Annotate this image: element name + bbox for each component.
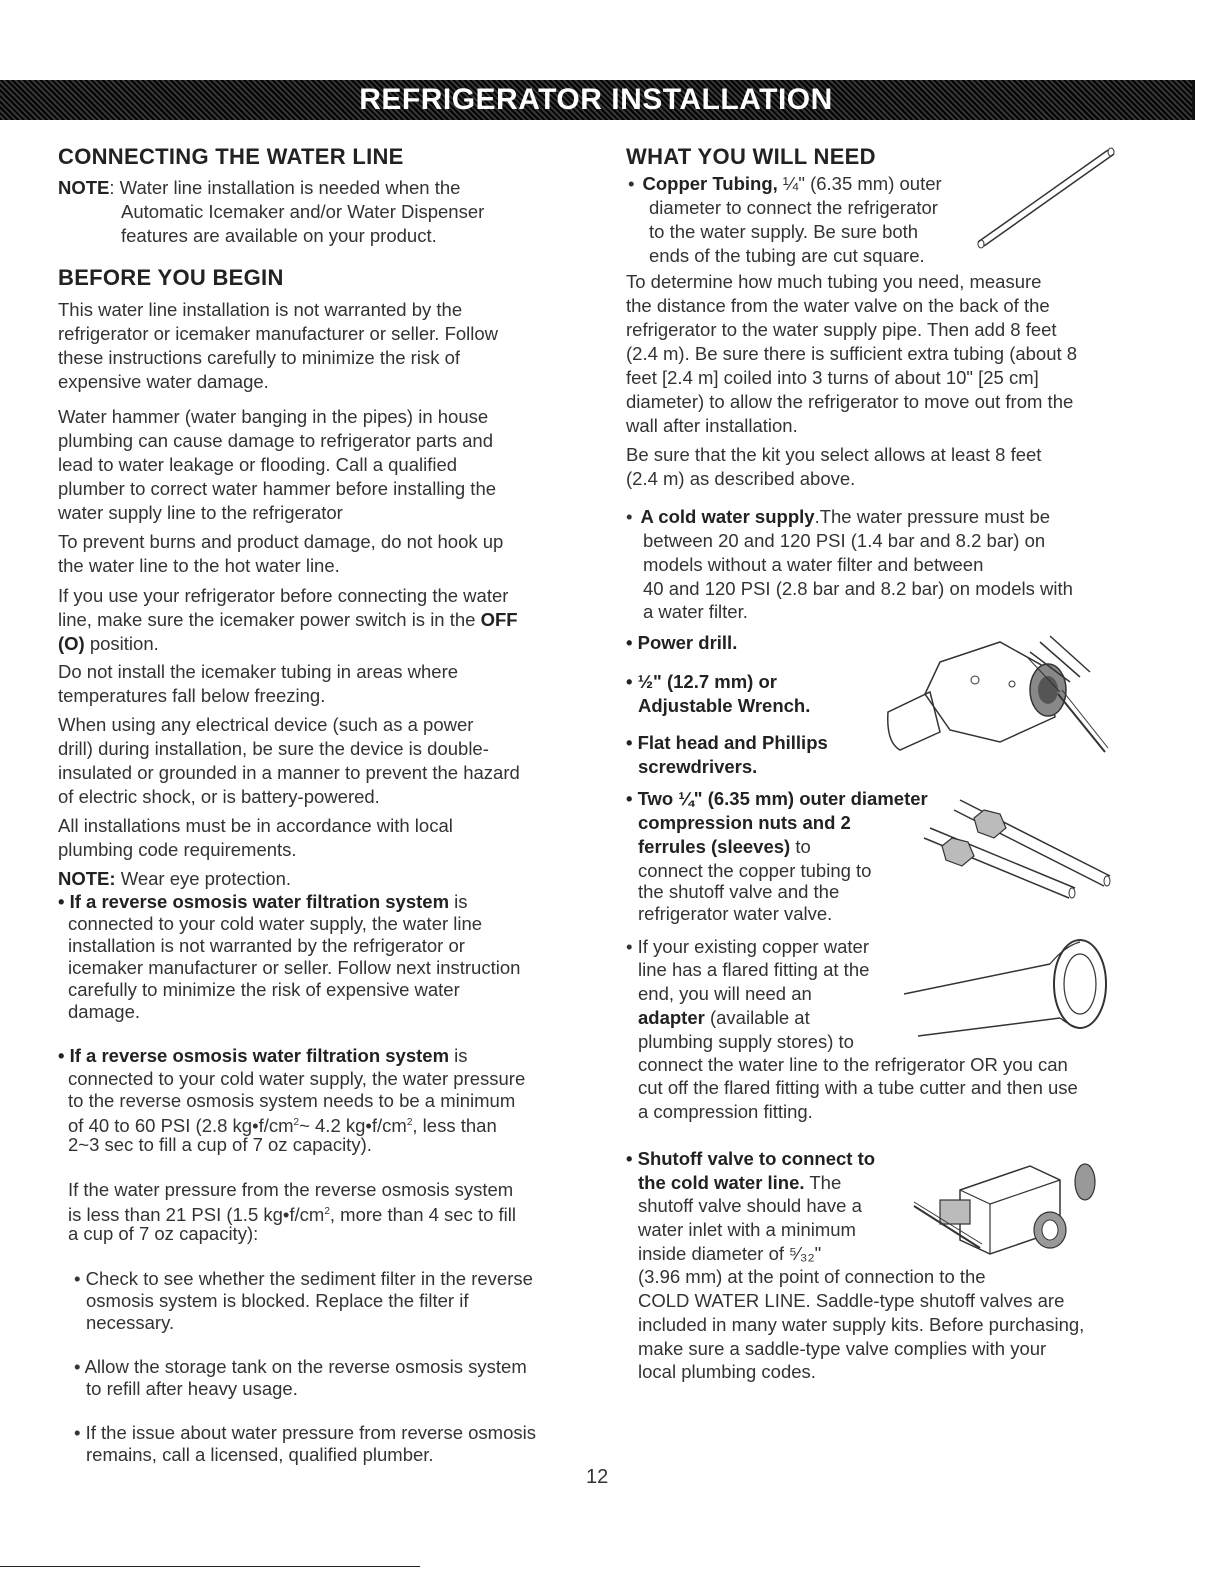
adapter-line-7: cut off the flared fitting with a tube cutter and then use (638, 1077, 1078, 1098)
check-2-line-1: • Allow the storage tank on the reverse osmosis system (74, 1356, 527, 1377)
section-title: REFRIGERATOR INSTALLATION (359, 83, 833, 116)
text-span: is (449, 1045, 468, 1066)
compression-nuts-illustration (900, 788, 1120, 908)
para-burns-2: the water line to the hot water line. (58, 555, 340, 576)
ro-2-line-3: to the reverse osmosis system needs to be a minimum (68, 1090, 516, 1111)
shutoff-line-1: • Shutoff valve to connect to (626, 1148, 876, 1169)
text-span: , less than (412, 1115, 497, 1137)
check-1-line-3: necessary. (86, 1312, 175, 1333)
text-span: , more than 4 sec to fill (329, 1204, 517, 1226)
shutoff-line-10: local plumbing codes. (638, 1361, 816, 1382)
shutoff-line-6: (3.96 mm) at the point of connection to the (638, 1266, 986, 1287)
heading-before-you-begin: BEFORE YOU BEGIN (58, 265, 284, 290)
superscript: 2 (324, 1206, 330, 1217)
wrench-line-2: Adjustable Wrench. (638, 695, 811, 716)
o-label: (O) (58, 633, 85, 654)
para-electrical-3: insulated or grounded in a manner to prevent the hazard (58, 762, 520, 783)
para-low-pressure-3: a cup of 7 oz capacity): (68, 1223, 259, 1244)
page-number: 12 (586, 1466, 609, 1488)
cold-water-line-3: models without a water filter and between (643, 554, 984, 575)
check-3-line-1: • If the issue about water pressure from reverse osmosis (74, 1422, 536, 1443)
para-before-connect-1: If you use your refrigerator before connecting the water (58, 585, 509, 606)
para-water-hammer-1: Water hammer (water banging in the pipes) in house (58, 406, 489, 427)
para-freezing-2: temperatures fall below freezing. (58, 685, 326, 706)
off-label: OFF (480, 609, 518, 630)
note-label: NOTE (58, 177, 110, 198)
text-span: ¼" (6.35 mm) outer (777, 173, 942, 194)
para-before-connect-3 (58, 632, 159, 656)
text-span: The (804, 1172, 842, 1193)
wrench-line-1: • ½" (12.7 mm) or (626, 671, 777, 692)
para-burns-1: To prevent burns and product damage, do not hook up (58, 531, 504, 552)
tubing-para-6: diameter) to allow the refrigerator to move out from the (626, 391, 1074, 412)
power-drill-icon (880, 622, 1110, 782)
para-water-hammer-5: water supply line to the refrigerator (58, 502, 343, 523)
para-water-hammer-4: plumber to correct water hammer before installing the (58, 478, 497, 499)
para-warranty-4: expensive water damage. (58, 371, 269, 392)
copper-tubing-line-4: ends of the tubing are cut square. (649, 245, 925, 266)
adapter-line-4 (638, 1006, 810, 1030)
section-banner (0, 80, 1195, 120)
para-water-hammer-2: plumbing can cause damage to refrigerator parts and (58, 430, 494, 451)
shutoff-line-7: COLD WATER LINE. Saddle-type shutoff valves are (638, 1290, 1065, 1311)
note-2 (58, 867, 291, 891)
check-2-line-2: to refill after heavy usage. (86, 1378, 298, 1399)
para-electrical-2: drill) during installation, be sure the device is double- (58, 738, 489, 759)
nuts-line-2: compression nuts and 2 (638, 812, 851, 833)
kit-para-1: Be sure that the kit you select allows at least 8 feet (626, 444, 1042, 465)
text-span: (available at (704, 1007, 810, 1028)
check-1-line-1: • Check to see whether the sediment filter in the reverse (74, 1268, 533, 1289)
para-local-code-2: plumbing code requirements. (58, 839, 297, 860)
text-span: line, make sure the icemaker power switch is in the (58, 609, 481, 630)
ro-1-line-3: installation is not warranted by the refrigerator or (68, 935, 465, 956)
cold-water-line-label: the cold water line. (638, 1172, 805, 1193)
heading-connecting-water-line: CONNECTING THE WATER LINE (58, 144, 404, 169)
superscript: 2 (293, 1117, 300, 1128)
ro-1-line-4: icemaker manufacturer or seller. Follow next instruction (68, 957, 521, 978)
check-3-line-2: remains, call a licensed, qualified plumber. (86, 1444, 434, 1465)
cold-water-line-4: 40 and 120 PSI (2.8 bar and 8.2 bar) on models with (643, 578, 1073, 599)
ro-2-line-1 (58, 1044, 468, 1068)
text-span: is (449, 891, 468, 912)
kit-para-2: (2.4 m) as described above. (626, 468, 856, 489)
shutoff-line-2 (638, 1171, 841, 1195)
nuts-line-6: refrigerator water valve. (638, 903, 833, 924)
note-label: NOTE: (58, 868, 116, 889)
cold-water-line-1 (626, 505, 1050, 529)
heading-what-you-will-need: WHAT YOU WILL NEED (626, 144, 876, 169)
para-low-pressure-1: If the water pressure from the reverse osmosis system (68, 1179, 514, 1200)
shutoff-line-4: water inlet with a minimum (638, 1219, 856, 1240)
ro-1-line-2: connected to your cold water supply, the water line (68, 913, 483, 934)
adapter-label: adapter (638, 1007, 705, 1028)
tubing-para-1: To determine how much tubing you need, measure (626, 271, 1042, 292)
cold-water-label: A cold water supply (640, 506, 815, 527)
text-span: ~ 4.2 kg•f/cm (299, 1115, 407, 1137)
para-electrical-4: of electric shock, or is battery-powered. (58, 786, 380, 807)
shutoff-line-9: make sure a saddle-type valve complies with your (638, 1338, 1047, 1359)
copper-tubing-illustration (970, 140, 1120, 250)
para-local-code-1: All installations must be in accordance with local (58, 815, 453, 836)
power-drill-item: • Power drill. (626, 632, 738, 653)
tubing-para-2: the distance from the water valve on the back of the (626, 295, 1050, 316)
cold-water-line-2: between 20 and 120 PSI (1.4 bar and 8.2 bar) on (643, 530, 1046, 551)
flared-fitting-illustration (900, 938, 1120, 1048)
nuts-line-1: • Two ¼" (6.35 mm) outer diameter (626, 788, 928, 809)
adapter-line-2: line has a flared fitting at the (638, 959, 870, 980)
note-1 (58, 176, 460, 200)
para-warranty-3: these instructions carefully to minimize the risk of (58, 347, 461, 368)
text-span: of 40 to 60 PSI (2.8 kg•f/cm (68, 1115, 294, 1137)
adapter-line-6: connect the water line to the refrigerator OR you can (638, 1054, 1068, 1075)
screwdrivers-line-1: • Flat head and Phillips (626, 732, 828, 753)
para-warranty-1: This water line installation is not warranted by the (58, 299, 463, 320)
ro-1-line-1 (58, 890, 468, 914)
tubing-para-4: (2.4 m). Be sure there is sufficient extra tubing (about 8 (626, 343, 1078, 364)
bullet-dot: • (628, 173, 635, 194)
check-1-line-2: osmosis system is blocked. Replace the filter if (86, 1290, 469, 1311)
tubing-para-7: wall after installation. (626, 415, 798, 436)
shutoff-valve-illustration (910, 1160, 1100, 1260)
cold-water-line-5: a water filter. (643, 601, 748, 622)
copper-tubing-line-1 (628, 172, 942, 196)
ro-1-line-5: carefully to minimize the risk of expensive water (68, 979, 460, 1000)
copper-tubing-line-3: to the water supply. Be sure both (649, 221, 919, 242)
shutoff-line-3: shutoff valve should have a (638, 1195, 862, 1216)
nuts-line-4: connect the copper tubing to (638, 860, 872, 881)
para-electrical-1: When using any electrical device (such as a power (58, 714, 474, 735)
ferrules-label: ferrules (sleeves) (638, 836, 791, 857)
para-warranty-2: refrigerator or icemaker manufacturer or seller. Follow (58, 323, 499, 344)
nuts-line-3 (638, 835, 811, 859)
ro-bold: • If a reverse osmosis water filtration system (58, 1045, 450, 1066)
copper-tubing-label: Copper Tubing, (642, 173, 778, 194)
ro-2-line-5: 2~3 sec to fill a cup of 7 oz capacity). (68, 1134, 372, 1155)
shutoff-line-8: included in many water supply kits. Before purchasing, (638, 1314, 1085, 1335)
text-span: is less than 21 PSI (1.5 kg•f/cm (68, 1204, 325, 1226)
ro-2-line-2: connected to your cold water supply, the water pressure (68, 1068, 526, 1089)
superscript: 2 (406, 1117, 413, 1128)
screwdrivers-line-2: screwdrivers. (638, 756, 758, 777)
note-text: : Water line installation is needed when the (109, 177, 461, 198)
note-text: Wear eye protection. (115, 868, 292, 889)
text-span: to (790, 836, 811, 857)
tubing-para-5: feet [2.4 m] coiled into 3 turns of about 10" [25 cm] (626, 367, 1039, 388)
text-span: .The water pressure must be (814, 506, 1051, 527)
note-1-line-2: Automatic Icemaker and/or Water Dispenser (121, 201, 485, 222)
para-freezing-1: Do not install the icemaker tubing in areas where (58, 661, 459, 682)
copper-tubing-line-2: diameter to connect the refrigerator (649, 197, 938, 218)
ro-1-line-6: damage. (68, 1001, 140, 1022)
nuts-line-5: the shutoff valve and the (638, 881, 840, 902)
text-span: position. (84, 633, 159, 654)
adapter-line-1: • If your existing copper water (626, 936, 869, 957)
para-before-connect-2 (58, 608, 518, 632)
para-water-hammer-3: lead to water leakage or flooding. Call a qualified (58, 454, 458, 475)
adapter-line-5: plumbing supply stores) to (638, 1031, 854, 1052)
footer-rule (0, 1566, 420, 1567)
adapter-line-3: end, you will need an (638, 983, 812, 1004)
note-1-line-3: features are available on your product. (121, 225, 437, 246)
bullet-dot: • (626, 506, 633, 527)
adapter-line-8: a compression fitting. (638, 1101, 813, 1122)
ro-bold: • If a reverse osmosis water filtration system (58, 891, 450, 912)
shutoff-line-5: inside diameter of ⁵⁄₃₂" (638, 1243, 822, 1264)
tubing-para-3: refrigerator to the water supply pipe. Then add 8 feet (626, 319, 1057, 340)
